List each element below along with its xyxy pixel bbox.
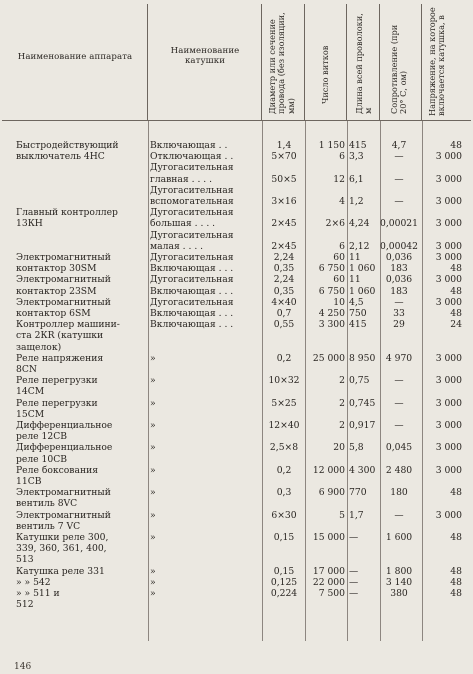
table-row (0, 286, 473, 297)
table-row (0, 353, 473, 364)
cell-r: — (394, 375, 404, 387)
cell-d: 1,4 (276, 140, 292, 151)
cell-n: 6 900 (318, 487, 345, 499)
cell-l: 4,5 (349, 296, 364, 308)
cell-n: 5 (339, 509, 345, 521)
table-row (0, 207, 473, 218)
cell-d: 0,15 (273, 565, 295, 577)
cell-d: 0,3 (276, 487, 292, 499)
cell-coil: вспомогательная (150, 196, 234, 207)
table-row (0, 140, 473, 151)
cell-name: Электромагнитный (16, 274, 111, 286)
cell-u: 48 (450, 532, 462, 543)
table-row (0, 319, 473, 330)
cell-name: 8CN (16, 364, 37, 375)
cell-r: 1 600 (385, 532, 413, 543)
cell-name: ста 2КR (катушки (16, 330, 104, 342)
header-apparatus-cell (2, 4, 148, 120)
cell-u: 3 000 (435, 274, 462, 286)
cell-n: 4 (339, 196, 345, 207)
table-row (0, 498, 473, 509)
cell-coil: Дугогасительная (150, 252, 234, 263)
cell-d: 0,224 (270, 588, 298, 599)
cell-d: 4×40 (271, 296, 297, 308)
table-row (0, 308, 473, 319)
header-resistance: Сопротивление (при 20° С, ом) (389, 24, 409, 114)
cell-name: Дифференциальное (16, 420, 113, 431)
cell-u: 3 000 (435, 252, 462, 263)
cell-u: 3 000 (435, 296, 462, 308)
table-row (0, 487, 473, 498)
cell-r: 2 480 (385, 464, 413, 476)
table-row (0, 252, 473, 263)
cell-u: 48 (450, 285, 462, 297)
header-divider (2, 120, 471, 121)
cell-u: 3 000 (435, 375, 462, 387)
cell-l: 1 060 (349, 263, 376, 275)
cell-coil: Дугогасительная (150, 162, 234, 174)
header-length-cell (347, 4, 380, 120)
cell-coil: » (150, 352, 156, 364)
cell-n: 1 150 (318, 140, 345, 151)
cell-u: 48 (450, 263, 462, 275)
cell-u: 24 (450, 319, 462, 331)
cell-coil: большая . . . . (150, 218, 216, 230)
cell-coil: » (150, 464, 156, 476)
cell-r: 0,036 (385, 274, 413, 286)
cell-r: 4 970 (385, 352, 413, 364)
cell-n: 20 (333, 442, 345, 454)
table-row (0, 465, 473, 476)
table-row (0, 230, 473, 241)
cell-d: 10×32 (268, 375, 300, 387)
header-voltage-cell (422, 4, 471, 120)
cell-d: 0,2 (276, 464, 292, 476)
cell-r: 183 (390, 285, 408, 297)
table-row (0, 386, 473, 397)
cell-name: Быстродействующий (16, 140, 119, 151)
cell-name: Электромагнитный (16, 509, 111, 521)
cell-coil: главная . . . . (150, 173, 213, 185)
cell-name: Реле перегрузки (16, 375, 98, 387)
cell-l: 0,745 (349, 397, 376, 409)
table-row (0, 420, 473, 431)
cell-name: Контроллер машини- (16, 319, 120, 331)
cell-n: 25 000 (312, 352, 345, 364)
cell-name: контактор 6SM (16, 308, 91, 319)
cell-r: 183 (390, 263, 408, 275)
cell-r: 0,00021 (380, 218, 418, 230)
table-row (0, 554, 473, 565)
cell-u: 3 000 (435, 352, 462, 364)
header-turns: Число витков (320, 45, 330, 104)
table-row (0, 532, 473, 543)
cell-l: — (349, 565, 359, 577)
cell-name: Катушка реле 331 (16, 565, 105, 577)
cell-name: контактор 30SM (16, 263, 97, 275)
table-row (0, 454, 473, 465)
cell-n: 4 250 (318, 308, 345, 319)
cell-d: 5×25 (271, 397, 297, 409)
cell-n: 2 (339, 375, 345, 387)
cell-r: — (394, 151, 404, 163)
header-length: Длина всей проволоки, м (354, 13, 374, 114)
header-diameter: Диаметр или сечение провода (без изоляции, мм) (267, 12, 296, 114)
cell-r: — (394, 196, 404, 207)
table-row (0, 196, 473, 207)
cell-name: Электромагнитный (16, 487, 111, 499)
cell-coil: » (150, 532, 156, 543)
cell-r: 180 (390, 487, 408, 499)
cell-coil: » (150, 397, 156, 409)
cell-name: 11СВ (16, 476, 42, 487)
cell-d: 2×45 (271, 218, 297, 230)
cell-u: 48 (450, 565, 462, 577)
cell-d: 0,7 (276, 308, 292, 319)
cell-u: 3 000 (435, 196, 462, 207)
cell-name: Главный контроллер (16, 207, 118, 219)
cell-n: 60 (333, 252, 345, 263)
cell-name: 13КН (16, 218, 43, 230)
cell-l: 1,7 (349, 509, 364, 521)
table-row (0, 330, 473, 341)
cell-coil: Дугогасительная (150, 184, 234, 196)
cell-name: вентиль 8VС (16, 498, 78, 510)
cell-coil: » (150, 588, 156, 599)
cell-name: Катушки реле 300, (16, 532, 109, 543)
cell-coil: » (150, 565, 156, 577)
cell-name: реле 10СВ (16, 453, 67, 465)
header-diameter-cell (262, 4, 305, 120)
cell-u: 48 (450, 576, 462, 588)
cell-l: 770 (349, 487, 367, 499)
cell-name: Электромагнитный (16, 252, 111, 263)
cell-r: 33 (393, 308, 405, 319)
table-row (0, 431, 473, 442)
cell-d: 2,24 (273, 274, 295, 286)
cell-d: 5×70 (271, 151, 297, 163)
table-row (0, 409, 473, 420)
cell-n: 12 (333, 173, 345, 185)
cell-r: 1 800 (385, 565, 413, 577)
cell-d: 6×30 (271, 509, 297, 521)
cell-coil: » (150, 509, 156, 521)
cell-n: 6 (339, 151, 345, 163)
cell-name: вентиль 7 VС (16, 520, 81, 532)
cell-name: Реле перегрузки (16, 397, 98, 409)
cell-coil: Отключающая . . (150, 151, 234, 163)
table-row (0, 364, 473, 375)
cell-coil: » (150, 442, 156, 454)
page-number: 146 (14, 662, 32, 672)
cell-d: 0,35 (273, 263, 295, 275)
cell-u: 3 000 (435, 218, 462, 230)
table-row (0, 375, 473, 386)
cell-l: 415 (349, 319, 367, 331)
table-row (0, 543, 473, 554)
cell-coil: » (150, 375, 156, 387)
cell-d: 2×45 (271, 240, 297, 252)
cell-name: Дифференциальное (16, 442, 113, 454)
cell-l: 8 950 (349, 352, 376, 364)
table-row (0, 274, 473, 285)
cell-n: 15 000 (312, 532, 345, 543)
cell-u: 48 (450, 308, 462, 319)
cell-r: — (394, 296, 404, 308)
cell-n: 10 (333, 296, 345, 308)
cell-name: реле 12СВ (16, 431, 67, 443)
cell-n: 6 (339, 240, 345, 252)
cell-d: 0,2 (276, 352, 292, 364)
cell-coil: » (150, 576, 156, 588)
cell-l: 3,3 (349, 151, 364, 163)
cell-u: 3 000 (435, 464, 462, 476)
cell-r: 0,00042 (380, 240, 418, 252)
cell-n: 60 (333, 274, 345, 286)
header-coil-cell (148, 4, 262, 120)
cell-r: 29 (393, 319, 405, 331)
cell-d: 50×5 (271, 173, 297, 185)
cell-d: 0,35 (273, 285, 295, 297)
cell-l: 4,24 (349, 218, 370, 230)
cell-name: контактор 23SM (16, 285, 97, 297)
cell-n: 12 000 (312, 464, 345, 476)
table-row (0, 577, 473, 588)
cell-u: 3 000 (435, 397, 462, 409)
header-coil: Наименование катушки (170, 46, 240, 66)
cell-l: — (349, 588, 359, 599)
cell-coil: Включающая . . . (150, 285, 234, 297)
cell-coil: » (150, 420, 156, 431)
cell-d: 12×40 (268, 420, 300, 431)
header-resistance-cell (380, 4, 422, 120)
cell-coil: Включающая . . . (150, 308, 234, 319)
cell-u: 3 000 (435, 420, 462, 431)
cell-r: — (394, 173, 404, 185)
cell-name: » » 511 и (16, 588, 60, 599)
cell-r: — (394, 420, 404, 431)
cell-n: 2 (339, 397, 345, 409)
cell-l: — (349, 532, 359, 543)
cell-r: 4,7 (391, 140, 407, 151)
cell-r: 0,045 (385, 442, 413, 454)
cell-coil: Дугогасительная (150, 229, 234, 241)
table-row (0, 174, 473, 185)
cell-n: 2×6 (325, 218, 345, 230)
cell-coil: Дугогасительная (150, 207, 234, 219)
table-row (0, 521, 473, 532)
cell-l: 5,8 (349, 442, 364, 454)
cell-n: 6 750 (318, 285, 345, 297)
cell-n: 3 300 (318, 319, 345, 331)
cell-coil: Дугогасительная (150, 296, 234, 308)
cell-name: 512 (16, 599, 34, 611)
cell-l: 750 (349, 308, 367, 319)
cell-u: 3 000 (435, 151, 462, 163)
cell-l: — (349, 576, 359, 588)
cell-r: 380 (390, 588, 408, 599)
cell-l: 1,2 (349, 196, 364, 207)
table-row (0, 599, 473, 610)
cell-r: — (394, 397, 404, 409)
cell-name: защелок) (16, 341, 62, 353)
cell-coil: Включающая . . . (150, 319, 234, 331)
cell-u: 3 000 (435, 442, 462, 454)
cell-coil: малая . . . . (150, 240, 204, 252)
table-row (0, 566, 473, 577)
header-turns-cell (305, 4, 347, 120)
cell-l: 2,12 (349, 240, 370, 252)
cell-u: 48 (450, 140, 462, 151)
cell-r: 0,036 (385, 252, 413, 263)
cell-d: 0,55 (273, 319, 295, 331)
cell-name: » » 542 (16, 576, 51, 588)
cell-d: 3×16 (271, 196, 297, 207)
cell-d: 0,125 (270, 576, 298, 588)
cell-r: 3 140 (385, 576, 413, 588)
cell-l: 11 (349, 252, 361, 263)
cell-d: 2,5×8 (269, 442, 299, 454)
table-row (0, 263, 473, 274)
cell-name: выключатель 4НС (16, 151, 105, 163)
cell-coil: » (150, 487, 156, 499)
cell-n: 17 000 (312, 565, 345, 577)
cell-u: 3 000 (435, 173, 462, 185)
cell-l: 1 060 (349, 285, 376, 297)
cell-name: Реле боксования (16, 464, 98, 476)
table-row (0, 442, 473, 453)
cell-l: 0,75 (349, 375, 370, 387)
header-apparatus: Наименование аппарата (17, 52, 133, 62)
header-voltage: Напряжение, на которое включается катушка, в (427, 7, 447, 116)
cell-coil: Дугогасительная (150, 274, 234, 286)
table-row (0, 510, 473, 521)
table-header (0, 4, 473, 120)
table-row (0, 151, 473, 162)
cell-l: 415 (349, 140, 367, 151)
cell-d: 0,15 (273, 532, 295, 543)
cell-u: 48 (450, 588, 462, 599)
cell-name: 15СМ (16, 408, 45, 420)
cell-coil: Включающая . . (150, 140, 228, 151)
cell-l: 11 (349, 274, 361, 286)
cell-n: 2 (339, 420, 345, 431)
cell-n: 6 750 (318, 263, 345, 275)
table-row (0, 218, 473, 229)
cell-n: 22 000 (312, 576, 345, 588)
cell-u: 3 000 (435, 509, 462, 521)
table-row (0, 185, 473, 196)
cell-name: 513 (16, 554, 34, 566)
cell-name: 14СМ (16, 386, 45, 398)
cell-l: 6,1 (349, 173, 364, 185)
cell-name: Реле напряжения (16, 352, 104, 364)
cell-name: Электромагнитный (16, 296, 111, 308)
cell-n: 7 500 (318, 588, 345, 599)
table-row (0, 588, 473, 599)
cell-name: 339, 360, 361, 400, (16, 543, 107, 555)
table-row (0, 297, 473, 308)
table-row (0, 162, 473, 173)
cell-l: 4 300 (349, 464, 376, 476)
cell-u: 3 000 (435, 240, 462, 252)
cell-u: 48 (450, 487, 462, 499)
table-row (0, 398, 473, 409)
cell-r: — (394, 509, 404, 521)
table-row (0, 342, 473, 353)
table-row (0, 476, 473, 487)
table-row (0, 241, 473, 252)
cell-d: 2,24 (273, 252, 295, 263)
cell-l: 0,917 (349, 420, 376, 431)
cell-coil: Включающая . . . (150, 263, 234, 275)
